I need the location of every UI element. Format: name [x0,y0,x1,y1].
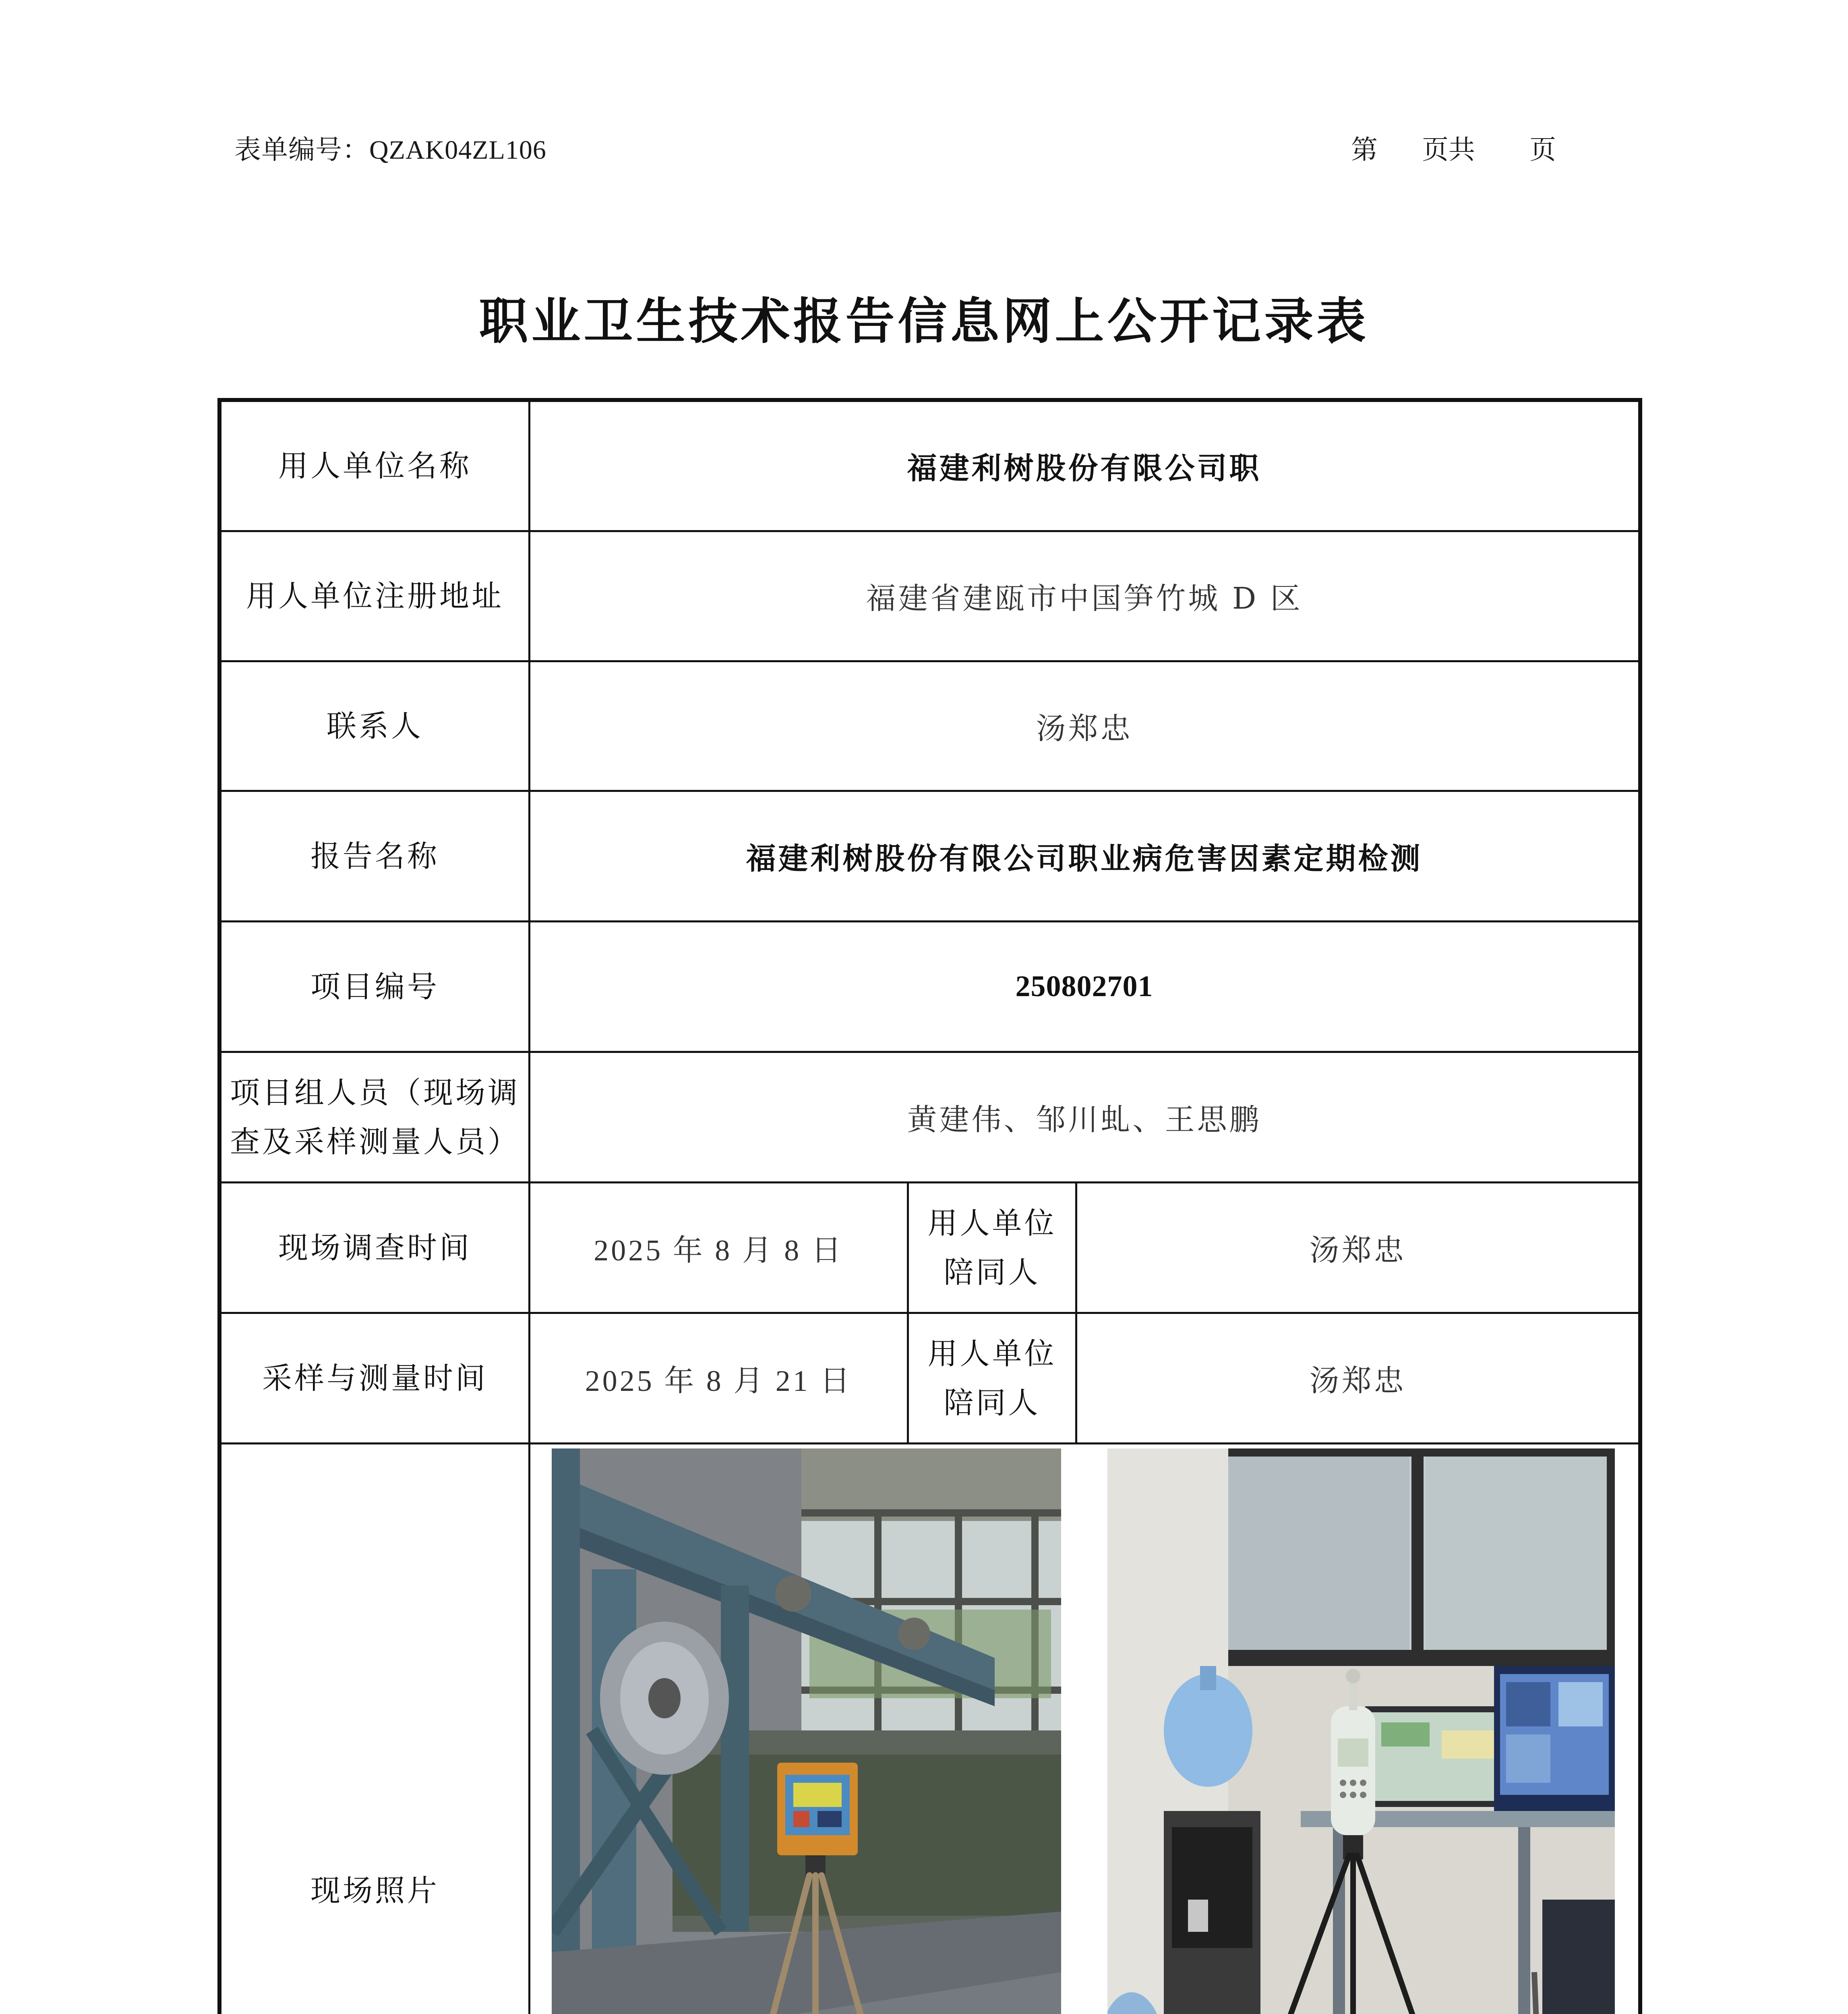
label-report-name: 报告名称 [310,839,439,874]
label-sampling-escort-line-1: 用人单位 [927,1336,1057,1371]
site-photo-2 [1107,1448,1615,2014]
label-team [221,1053,528,1181]
site-photo-1 [552,1448,1061,2014]
label-team-line-1: 项目组人员（现场调 [230,1075,520,1110]
value-report-name: 福建利树股份有限公司职业病危害因素定期检测 [746,841,1423,876]
form-number: 表单编号：QZAK04ZL106 [234,135,546,165]
value-survey-escort: 汤郑忠 [1309,1233,1406,1268]
label-survey-escort-line-2: 陪同人 [944,1255,1041,1290]
label-sampling-escort-line-2: 陪同人 [944,1385,1041,1420]
label-survey-time: 现场调查时间 [278,1230,472,1265]
value-sampling-date: 2025 年 8 月 21 日 [585,1364,853,1398]
label-sampling-time: 采样与测量时间 [262,1361,488,1396]
label-employer-name: 用人单位名称 [278,449,472,483]
value-employer-address: 福建省建瓯市中国笋竹城 D 区 [866,581,1303,616]
label-survey-escort [909,1183,1075,1312]
value-employer-name: 福建利树股份有限公司职 [907,451,1262,486]
value-contact: 汤郑忠 [1036,711,1133,746]
site-photo-2-image [1107,1448,1615,2014]
page-label-a: 第 [1351,134,1378,165]
page-label-b: 页共 [1422,134,1475,165]
value-project-no: 250802701 [1015,970,1153,1003]
page-label-c: 页 [1529,134,1556,165]
label-sampling-escort [909,1314,1075,1442]
label-employer-address: 用人单位注册地址 [246,579,504,613]
site-photo-1-image [552,1448,1061,2014]
page-counter [1351,128,1556,166]
label-project-no: 项目编号 [310,969,439,1004]
label-team-line-2: 查及采样测量人员） [230,1124,520,1159]
value-survey-date: 2025 年 8 月 8 日 [594,1234,844,1267]
label-contact: 联系人 [327,709,423,744]
record-table [217,398,1642,2014]
page-title: 职业卫生技术报告信息网上公开记录表 [479,293,1369,350]
label-site-photos: 现场照片 [310,1873,439,1908]
value-sampling-escort: 汤郑忠 [1309,1363,1406,1398]
label-survey-escort-line-1: 用人单位 [927,1206,1057,1241]
value-team: 黄建伟、邹川虬、王思鹏 [907,1102,1262,1137]
